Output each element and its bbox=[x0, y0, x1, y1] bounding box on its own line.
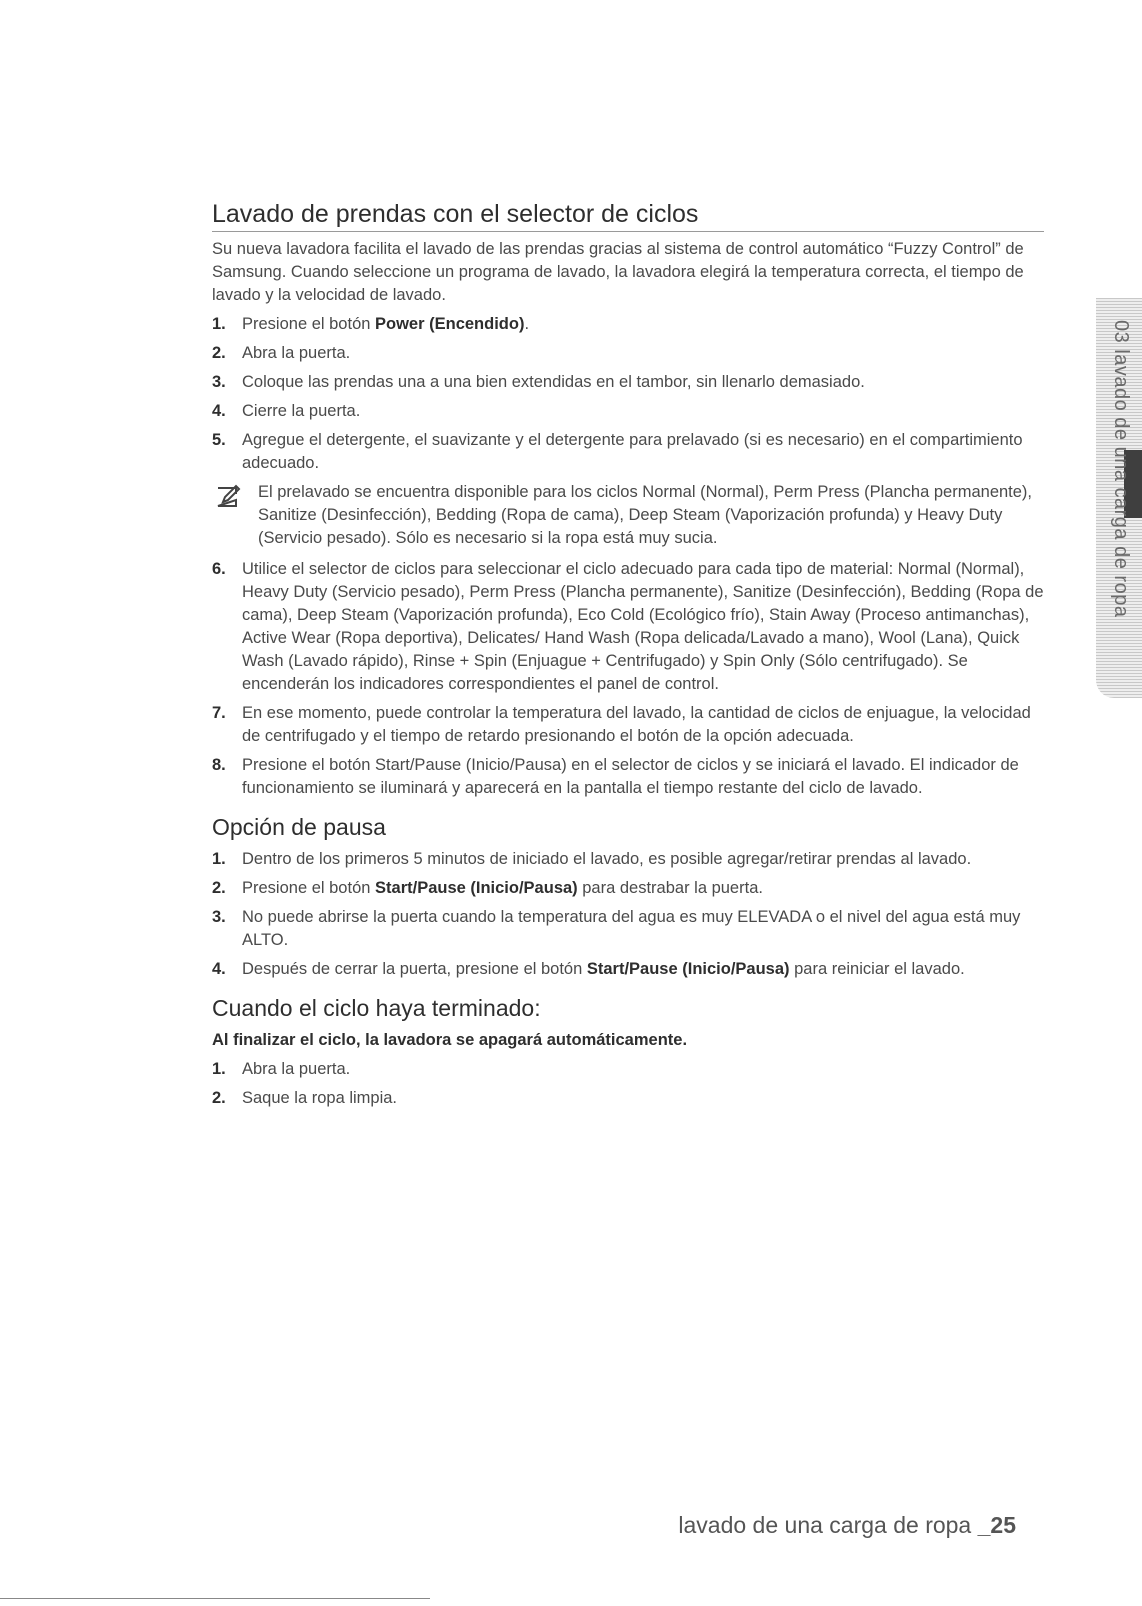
page-number: _25 bbox=[977, 1512, 1016, 1538]
step-number: 8. bbox=[212, 756, 226, 774]
note-text: El prelavado se encuentra disponible para los ciclos Normal (Normal), Perm Press (Plancha permanente), Sanitize (Desinfección), Bedding (Ropa de cama), Deep Steam (Vaporización profunda) y Heavy Duty (Servicio pesado). Sólo es necesario si la ropa está muy sucia. bbox=[258, 483, 1033, 547]
list-item bbox=[212, 371, 1044, 394]
step-number: 5. bbox=[212, 431, 226, 449]
step-text: Dentro de los primeros 5 minutos de iniciado el lavado, es posible agregar/retirar prendas al lavado. bbox=[242, 850, 972, 868]
step-text: Utilice el selector de ciclos para seleccionar el ciclo adecuado para cada tipo de material: Normal (Normal), Heavy Duty (Servicio pesado), Perm Press (Plancha permanente), Sanitize (Desinfección), Bedding (Ropa de cama), Deep Steam (Vaporización profunda), Eco Cold (Ecológico frío), Stain Away (Proceso antimanchas), Active Wear (Ropa deportiva), Delicates/ Hand Wash (Ropa delicada/Lavado a mano), Wool (Lana), Quick Wash (Lavado rápido), Rinse + Spin (Enjuague + Centrifugado) y Spin Only (Sólo centrifugado). Se encenderán los indicadores correspondientes el panel de control. bbox=[242, 560, 1044, 693]
list-item bbox=[212, 1087, 1044, 1110]
list-item bbox=[212, 400, 1044, 423]
list-item bbox=[212, 702, 1044, 748]
step-bold: Start/Pause (Inicio/Pausa) bbox=[586, 960, 790, 978]
section-title-cycle-finished: Cuando el ciclo haya terminado: bbox=[212, 995, 541, 1021]
step-text: Agregue el detergente, el suavizante y el detergente para prelavado (si es necesario) en el compartimiento adecuado. bbox=[242, 431, 1023, 472]
step-text: Presione el botón Start/Pause (Inicio/Pausa) en el selector de ciclos y se iniciará el lavado. El indicador de funcionamiento se iluminará y aparecerá en la pantalla el tiempo restante del ciclo de lavado. bbox=[242, 756, 1019, 797]
step-text: Abra la puerta. bbox=[242, 344, 351, 362]
step-number: 2. bbox=[212, 1089, 226, 1107]
step-number: 7. bbox=[212, 704, 226, 722]
chapter-tab-label: 03 lavado de una carga de ropa bbox=[1110, 320, 1132, 618]
section-title-pause: Opción de pausa bbox=[212, 814, 386, 840]
step-number: 2. bbox=[212, 879, 226, 897]
list-item bbox=[212, 848, 1044, 871]
footer-chapter-title: lavado de una carga de ropa bbox=[678, 1512, 978, 1538]
bottom-divider bbox=[0, 1598, 430, 1599]
step-text: No puede abrirse la puerta cuando la temperatura del agua es muy ELEVADA o el nivel del agua está muy ALTO. bbox=[242, 908, 1021, 949]
list-item bbox=[212, 342, 1044, 365]
step-text: Abra la puerta. bbox=[242, 1060, 351, 1078]
step-bold: Power (Encendido) bbox=[375, 315, 525, 333]
list-item bbox=[212, 1058, 1044, 1081]
list-item bbox=[212, 877, 1044, 900]
list-item bbox=[212, 958, 1044, 981]
section-title-cycle-selector: Lavado de prendas con el selector de ciclos bbox=[212, 200, 1044, 232]
step-number: 2. bbox=[212, 344, 226, 362]
note-pencil-icon bbox=[214, 483, 242, 511]
prewash-note bbox=[212, 481, 1044, 550]
auto-off-notice: Al finalizar el ciclo, la lavadora se apagará automáticamente. bbox=[212, 1031, 688, 1049]
step-text: . bbox=[524, 315, 530, 333]
step-number: 4. bbox=[212, 402, 226, 420]
step-text: Después de cerrar la puerta, presione el botón bbox=[242, 960, 587, 978]
cycle-steps-list-b bbox=[212, 558, 1044, 800]
list-item bbox=[212, 429, 1044, 475]
list-item bbox=[212, 906, 1044, 952]
step-text: Saque la ropa limpia. bbox=[242, 1089, 398, 1107]
step-number: 1. bbox=[212, 1060, 226, 1078]
list-item bbox=[212, 313, 1044, 336]
step-text: para reiniciar el lavado. bbox=[789, 960, 965, 978]
step-text: En ese momento, puede controlar la temperatura del lavado, la cantidad de ciclos de enjuague, la velocidad de centrifugado y el tiempo de retardo presionando el botón de la opción adecuada. bbox=[242, 704, 1031, 745]
list-item bbox=[212, 754, 1044, 800]
step-number: 6. bbox=[212, 560, 226, 578]
step-text: Cierre la puerta. bbox=[242, 402, 361, 420]
step-text: Coloque las prendas una a una bien extendidas en el tambor, sin llenarlo demasiado. bbox=[242, 373, 865, 391]
step-number: 1. bbox=[212, 315, 226, 333]
step-number: 3. bbox=[212, 908, 226, 926]
list-item bbox=[212, 558, 1044, 696]
page-content bbox=[212, 200, 1044, 1116]
step-text: Presione el botón bbox=[242, 315, 376, 333]
page-footer bbox=[678, 1512, 1016, 1539]
step-number: 4. bbox=[212, 960, 226, 978]
step-text: Presione el botón bbox=[242, 879, 376, 897]
finished-steps-list bbox=[212, 1058, 1044, 1110]
step-bold: Start/Pause (Inicio/Pausa) bbox=[375, 879, 578, 897]
step-text: para destrabar la puerta. bbox=[577, 879, 763, 897]
step-number: 1. bbox=[212, 850, 226, 868]
intro-paragraph: Su nueva lavadora facilita el lavado de las prendas gracias al sistema de control automático “Fuzzy Control” de Samsung. Cuando seleccione un programa de lavado, la lavadora elegirá la temperatura correcta, el tiempo de lavado y la velocidad de lavado. bbox=[212, 240, 1024, 304]
pause-steps-list bbox=[212, 848, 1044, 981]
cycle-steps-list-a bbox=[212, 313, 1044, 475]
step-number: 3. bbox=[212, 373, 226, 391]
